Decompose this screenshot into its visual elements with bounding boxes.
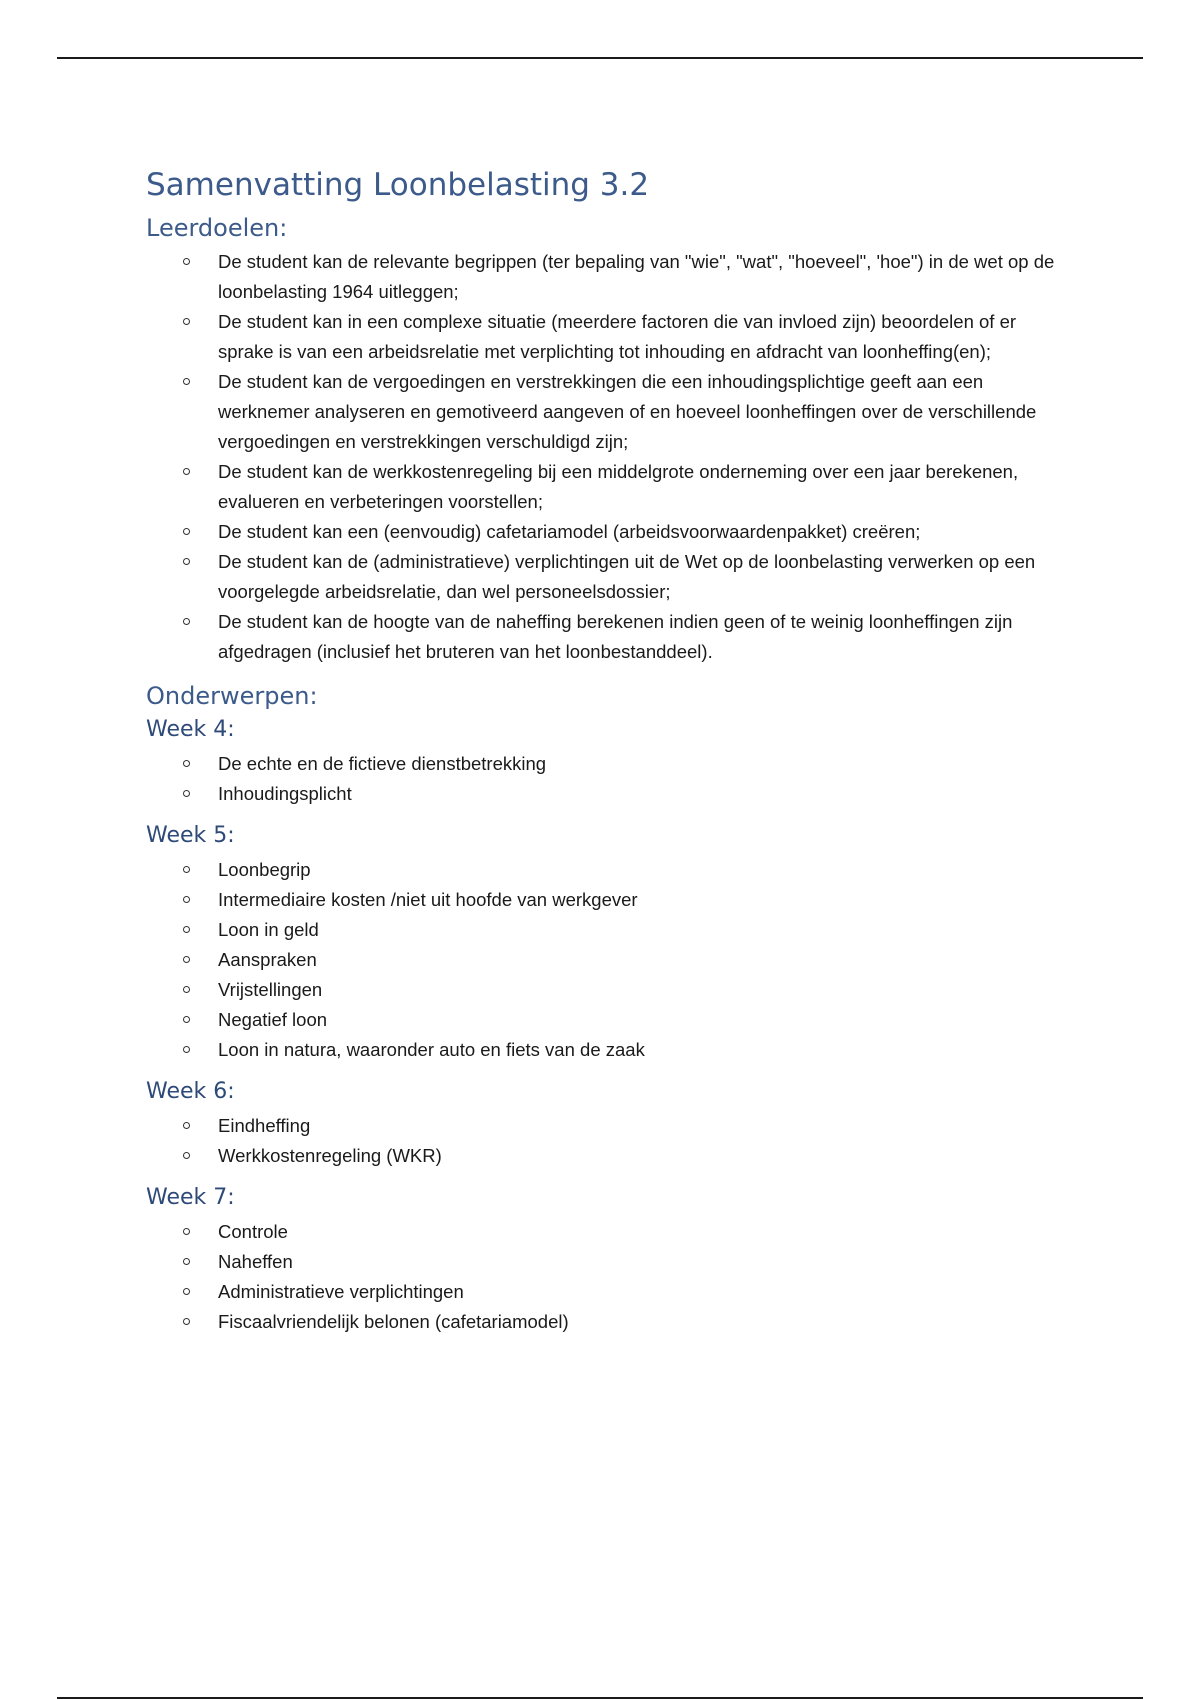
circle-bullet-icon [183, 1288, 190, 1295]
week-5-list [146, 855, 1066, 1065]
circle-bullet-icon [183, 1228, 190, 1235]
circle-bullet-icon [183, 866, 190, 873]
leerdoelen-list [146, 247, 1066, 667]
list-item: De student kan in een complexe situatie (meerdere factoren die van invloed zijn) beoordelen of er sprake is van een arbeidsrelatie met verplichting tot inhouding en afdracht van loonheffing(en); [146, 307, 1066, 367]
list-item: De student kan de vergoedingen en verstrekkingen die een inhoudingsplichtige geeft aan een werknemer analyseren en gemotiveerd aangeven of en hoeveel loonheffingen over de verschillende vergoedingen en verstrekkingen verschuldigd zijn; [146, 367, 1066, 457]
list-item: De student kan de relevante begrippen (ter bepaling van "wie", "wat", "hoeveel", 'hoe") in de wet op de loonbelasting 1964 uitleggen; [146, 247, 1066, 307]
list-item: Administratieve verplichtingen [146, 1277, 1066, 1307]
circle-bullet-icon [183, 986, 190, 993]
circle-bullet-icon [183, 896, 190, 903]
week-heading: Week 5: [146, 823, 235, 848]
week-4-list [146, 749, 1066, 809]
week-6-list [146, 1111, 1066, 1171]
circle-bullet-icon [183, 1122, 190, 1129]
week-heading: Week 6: [146, 1079, 235, 1104]
circle-bullet-icon [183, 318, 190, 325]
circle-bullet-icon [183, 926, 190, 933]
list-item: Aanspraken [146, 945, 1066, 975]
circle-bullet-icon [183, 1152, 190, 1159]
circle-bullet-icon [183, 618, 190, 625]
week-heading: Week 7: [146, 1185, 235, 1210]
circle-bullet-icon [183, 1318, 190, 1325]
page-title: Samenvatting Loonbelasting 3.2 [146, 167, 650, 203]
list-item: De student kan de werkkostenregeling bij een middelgrote onderneming over een jaar berekenen, evalueren en verbeteringen voorstellen; [146, 457, 1066, 517]
circle-bullet-icon [183, 760, 190, 767]
list-item: Eindheffing [146, 1111, 1066, 1141]
header-rule [57, 57, 1143, 59]
list-item: Intermediaire kosten /niet uit hoofde van werkgever [146, 885, 1066, 915]
circle-bullet-icon [183, 528, 190, 535]
list-item: Vrijstellingen [146, 975, 1066, 1005]
list-item: Negatief loon [146, 1005, 1066, 1035]
list-item: Werkkostenregeling (WKR) [146, 1141, 1066, 1171]
list-item: De student kan een (eenvoudig) cafetariamodel (arbeidsvoorwaardenpakket) creëren; [146, 517, 1066, 547]
circle-bullet-icon [183, 790, 190, 797]
week-7-list [146, 1217, 1066, 1337]
list-item: Loonbegrip [146, 855, 1066, 885]
section-heading-onderwerpen: Onderwerpen: [146, 682, 318, 710]
circle-bullet-icon [183, 1258, 190, 1265]
list-item: De student kan de hoogte van de naheffing berekenen indien geen of te weinig loonheffingen zijn afgedragen (inclusief het bruteren van het loonbestanddeel). [146, 607, 1066, 667]
circle-bullet-icon [183, 258, 190, 265]
list-item: Loon in natura, waaronder auto en fiets van de zaak [146, 1035, 1066, 1065]
document-body [146, 165, 1066, 1337]
list-item: Loon in geld [146, 915, 1066, 945]
list-item: Controle [146, 1217, 1066, 1247]
week-heading: Week 4: [146, 717, 235, 742]
circle-bullet-icon [183, 1046, 190, 1053]
list-item: De echte en de fictieve dienstbetrekking [146, 749, 1066, 779]
circle-bullet-icon [183, 468, 190, 475]
list-item: Inhoudingsplicht [146, 779, 1066, 809]
circle-bullet-icon [183, 558, 190, 565]
circle-bullet-icon [183, 956, 190, 963]
section-heading-leerdoelen: Leerdoelen: [146, 214, 288, 242]
footer-rule [57, 1697, 1143, 1699]
list-item: Naheffen [146, 1247, 1066, 1277]
list-item: De student kan de (administratieve) verplichtingen uit de Wet op de loonbelasting verwerken op een voorgelegde arbeidsrelatie, dan wel personeelsdossier; [146, 547, 1066, 607]
circle-bullet-icon [183, 378, 190, 385]
circle-bullet-icon [183, 1016, 190, 1023]
list-item: Fiscaalvriendelijk belonen (cafetariamodel) [146, 1307, 1066, 1337]
